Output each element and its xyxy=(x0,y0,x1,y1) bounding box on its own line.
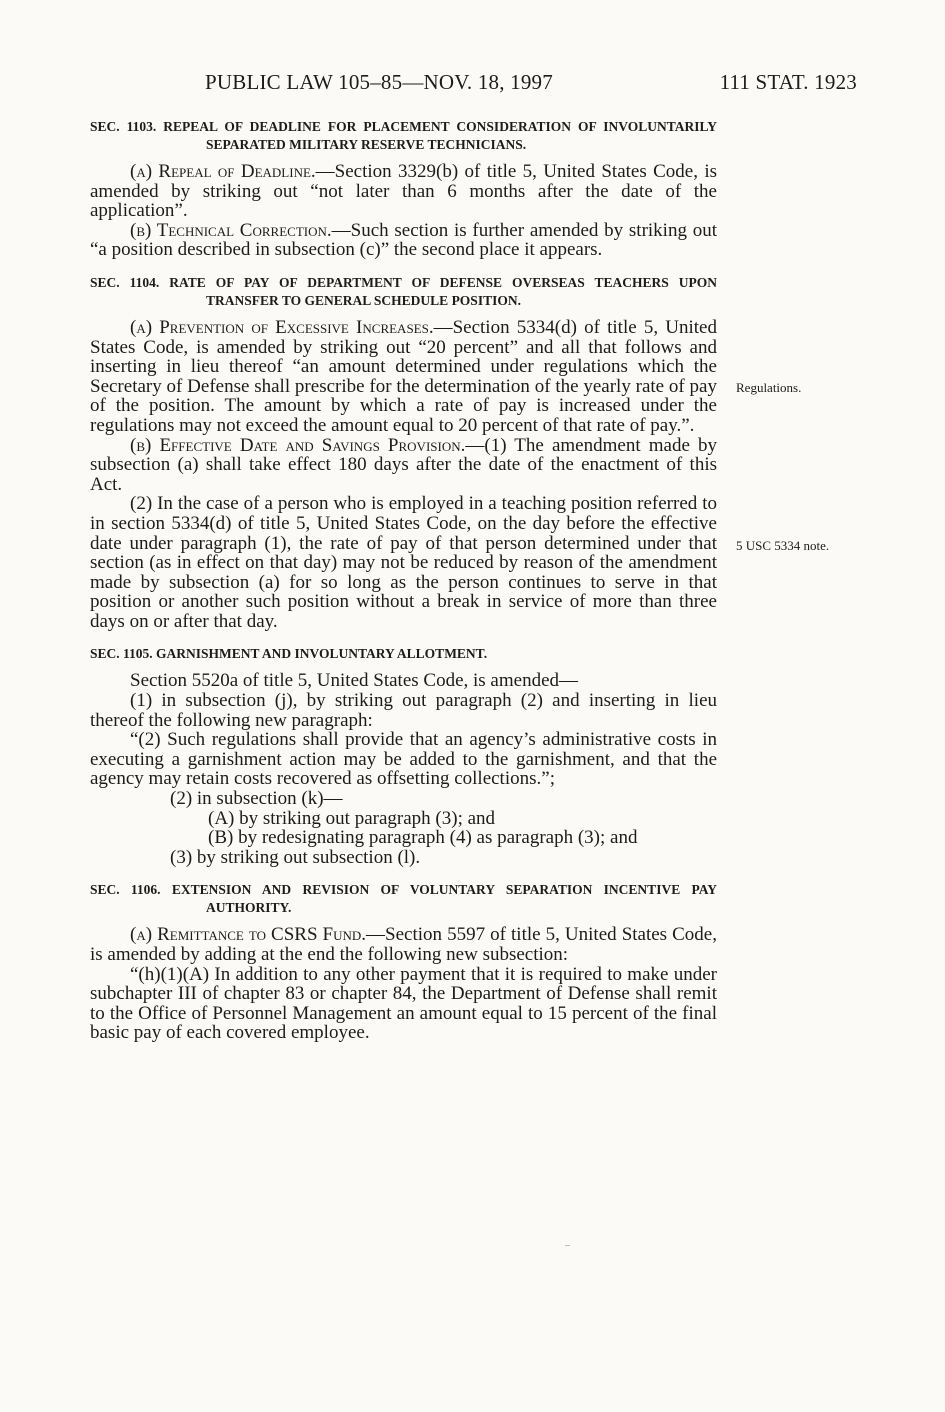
section-1104-b2: (2) In the case of a person who is employed in a teaching position referred to in section 5334(d) of title 5, United States Code, on the day before the effective date under paragraph (1), the rate of pay of that person determined under that section (as in effect on that day) may not be reduced by reason of the amendment made by subsection (a) for so long as the person continues to serve in that position or another such position without a break in service of more than three days on or after that day. xyxy=(90,493,717,632)
section-1105-quote: “(2) Such regulations shall provide that an agency’s administrative costs in executing a garnishment action may be added to the garnishment, and that the agency may retain costs recovered as offsetting collections.”; xyxy=(90,729,717,790)
running-head-title: PUBLIC LAW 105–85—NOV. 18, 1997 xyxy=(205,70,553,94)
section-1103-heading: SEC. 1103. REPEAL OF DEADLINE FOR PLACEMENT CONSIDERATION OF INVOLUNTARILY SEPARATED MILITARY RESERVE TECHNICIANS. xyxy=(90,119,717,152)
section-1106-a xyxy=(90,925,717,964)
section-1103-b xyxy=(90,221,717,260)
section-1105-item-3: (3) by striking out subsection (l). xyxy=(170,846,421,868)
section-1105-intro: Section 5520a of title 5, United States Code, is amended— xyxy=(130,670,579,692)
page-number: 111 STAT. 1923 xyxy=(719,70,857,94)
page-header xyxy=(0,70,945,100)
margin-note-regulations: Regulations. xyxy=(736,380,802,395)
scan-speck xyxy=(565,1245,570,1246)
section-1105-item-2b: (B) by redesignating paragraph (4) as paragraph (3); and xyxy=(208,827,638,849)
section-1105-item-2: (2) in subsection (k)— xyxy=(170,788,343,810)
document-body xyxy=(90,118,717,1043)
section-1106-heading: SEC. 1106. EXTENSION AND REVISION OF VOLUNTARY SEPARATION INCENTIVE PAY AUTHORITY. xyxy=(90,882,717,916)
section-1104-a xyxy=(90,318,717,436)
section-1103-a-text: —Section 3329(b) of title 5, United States Code, is amended by striking out “not later than 6 months after the date of the application”. xyxy=(90,161,717,222)
section-1104-a-label: (a) Prevention of Excessive Increases. xyxy=(130,316,434,338)
section-1105-heading: SEC. 1105. GARNISHMENT AND INVOLUNTARY ALLOTMENT. xyxy=(90,646,488,662)
section-1104-a-text: —Section 5334(d) of title 5, United States Code, is amended by striking out “20 percent” and all that follows and inserting in lieu thereof “an amount determined under regulations which the Secretary of Defense shall prescribe for the determination of the yearly rate of pay of the position. The amount by which a rate of pay is increased under the regulations may not exceed the amount equal to 20 percent of that rate of pay.”. xyxy=(90,316,717,436)
section-1103-b-label: (b) Technical Correction. xyxy=(130,219,332,241)
section-1105-item-2a: (A) by striking out paragraph (3); and xyxy=(208,807,496,829)
section-1106-a-label: (a) Remittance to CSRS Fund. xyxy=(130,924,367,946)
section-1106-h: “(h)(1)(A) In addition to any other payment that it is required to make under subchapter III of chapter 83 or chapter 84, the Department of Defense shall remit to the Office of Personnel Management an amount equal to 15 percent of the final basic pay of each covered employee. xyxy=(90,963,717,1044)
section-1103-a xyxy=(90,162,717,221)
section-1103-a-label: (a) Repeal of Deadline. xyxy=(130,161,316,182)
margin-note-usc: 5 USC 5334 note. xyxy=(736,538,830,553)
section-1105-item-1: (1) in subsection (j), by striking out paragraph (2) and inserting in lieu thereof the following new paragraph: xyxy=(90,690,717,731)
section-1103-b-text: —Such section is further amended by striking out “a position described in subsection (c)” the second place it appears. xyxy=(90,219,717,261)
section-1106-a-text: —Section 5597 of title 5, United States Code, is amended by adding at the end the following new subsection: xyxy=(90,924,717,965)
section-1104-b xyxy=(90,436,717,495)
section-1104-heading: SEC. 1104. RATE OF PAY OF DEPARTMENT OF DEFENSE OVERSEAS TEACHERS UPON TRANSFER TO GENERAL SCHEDULE POSITION. xyxy=(90,274,717,308)
section-1104-b-label: (b) Effective Date and Savings Provision. xyxy=(130,434,466,456)
section-1104-b-text: —(1) The amendment made by subsection (a) shall take effect 180 days after the date of the enactment of this Act. xyxy=(90,434,717,495)
